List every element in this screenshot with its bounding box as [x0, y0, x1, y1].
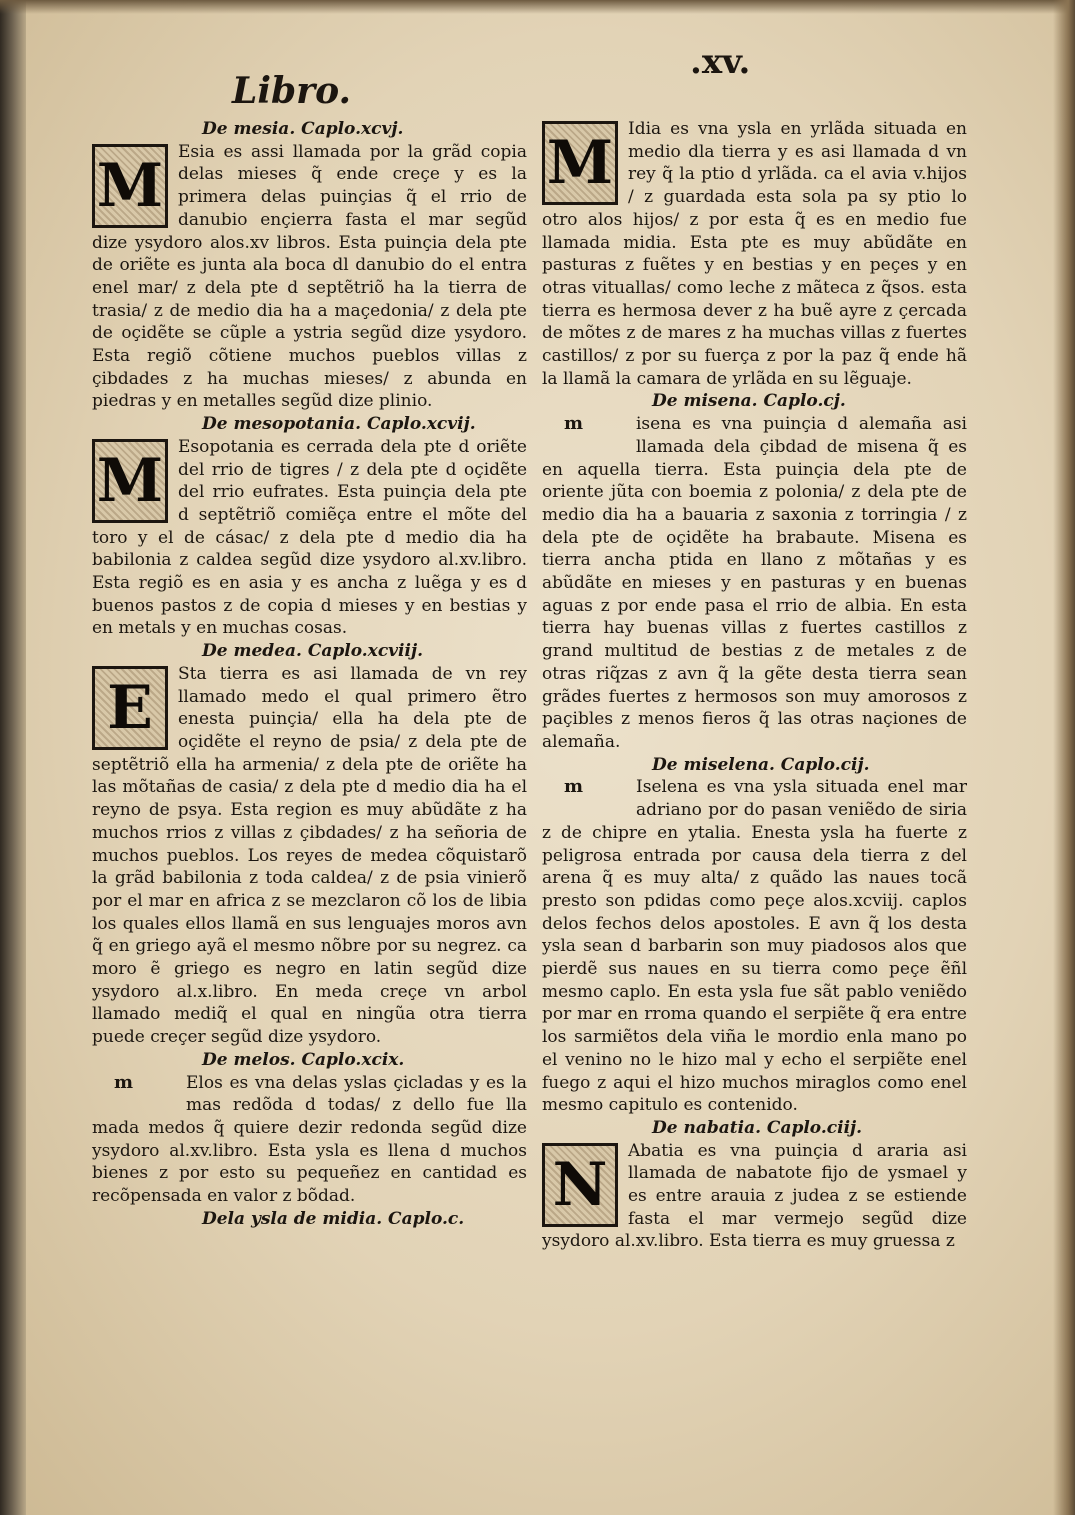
chapter-paragraph	[92, 663, 527, 1049]
decorated-initial: N	[542, 1143, 618, 1227]
text-column-right	[542, 118, 967, 1253]
decorated-initial: M	[92, 144, 168, 228]
paragraph-text: Esopotania es cerrada dela pte d oriẽte del rrio de tigres / z dela pte d oçidẽte del rrio eufrates. Esta puinçia dela pte d septẽtriõ comiẽça entre el mõte del toro y el de cásac/ z dela pte d medio dia ha babilonia z caldea segũd dize ysydoro al.xv.libro. Esta regiõ es en asia y es ancha z luẽga y es d buenos pastos z de copia d mieses y en bestias y en metals y en muchas cosas.	[92, 436, 527, 639]
chapter-heading: De nabatia. Caplo.ciij.	[652, 1117, 863, 1138]
paragraph-text: Iselena es vna ysla situada enel mar adriano por do pasan veniẽdo de siria z de chipre en ytalia. Enesta ysla ha fuerte z peligrosa entrada por causa dela tierra z del arena q̃ es muy alta/ z quãdo las naues tocã presto son pdidas como peçe alos.xcviij. caplos delos fechos delos apostoles. E avn q̃ los desta ysla sean d barbarin son muy piadosos alos que pierdẽ sus naues en su tierra como peçe ẽñl mesmo caplo. En esta ysla fue sãt pablo veniẽdo por mar en rroma quando el serpiẽte q̃ era entre los sarmiẽtos dela viña le mordio enla mano po el venino no le hizo mal y echo el serpiẽte enel fuego z aqui el hizo muchos miraglos como enel mesmo capitulo es contenido.	[542, 777, 967, 1116]
folio-number: .xv.	[690, 42, 751, 82]
page-top-edge	[0, 0, 1075, 14]
chapter-heading: De melos. Caplo.xcix.	[202, 1049, 405, 1070]
chapter-heading: De miselena. Caplo.cij.	[652, 754, 870, 775]
decorated-initial: E	[92, 666, 168, 750]
text-column-left	[92, 118, 527, 1230]
running-head-left: Libro.	[232, 70, 352, 112]
chapter-heading: De misena. Caplo.cj.	[652, 391, 846, 412]
chapter-paragraph	[92, 436, 527, 640]
chapter-paragraph	[542, 776, 967, 1117]
chapter-paragraph	[542, 413, 967, 754]
paragraph-text: Esia es assi llamada por la grãd copia delas mieses q̃ ende creçe y es la primera delas puinçias q̃ el rrio de danubio ençierra fasta el mar segũd dize ysydoro alos.xv libros. Esta puinçia dela pte de oriẽte es junta ala boca dl danubio do el entra enel mar/ z dela pte d septẽtriõ ha la tierra de trasia/ z de medio dia ha a maçedonia/ z dela pte de oçidẽte se cũple a ystria segũd dize ysydoro. Esta regiõ cõtiene muchos pueblos villas z çibdades z ha muchas mieses/ z abunda en piedras y en metalles segũd dize plinio.	[92, 141, 527, 412]
chapter-paragraph	[92, 1072, 527, 1208]
chapter-heading: De medea. Caplo.xcviij.	[202, 641, 424, 662]
decorated-initial: M	[542, 121, 618, 205]
paragraph-text: Elos es vna delas yslas çicladas y es la mas redõda d todas/ z dello fue lla mada medos q̃ quiere dezir redonda segũd dize ysydoro al.xv.libro. Esta ysla es llena d muchos bienes z por esto su pequeñez en cantidad es recõpensada en valor z bõdad.	[92, 1072, 527, 1207]
chapter-paragraph	[542, 1140, 967, 1254]
chapter-paragraph	[92, 141, 527, 413]
paragraph-text: Abatia es vna puinçia d araria asi llamada de nabatote fijo de ysmael y es entre arauia z judea z se estiende fasta el mar vermejo segũd dize ysydoro al.xv.libro. Esta tierra es muy gruessa z	[542, 1140, 967, 1252]
guide-letter: m	[114, 1071, 134, 1093]
paragraph-text: Idia es vna ysla en yrlãda situada en medio dla tierra y es asi llamada d vn rey q̃ la ptio d yrlãda. ca el avia v.hijos / z guardada esta sola pa sy ptio lo otro alos hijos/ z por esta q̃ es en medio fue llamada midia. Esta pte es muy abũdãte en pasturas z fuẽtes y en bestias y en peçes y en otras vituallas/ como leche z mãteca z q̃sos. esta tierra es hermosa dever z ha buẽ ayre z çercada de mõtes z de mares z ha muchas villas z fuertes castillos/ z por su fuerça z por la paz q̃ ende hã la llamã la camara de yrlãda en su lẽguaje.	[542, 119, 967, 389]
chapter-heading: De mesopotania. Caplo.xcvij.	[202, 414, 476, 435]
paragraph-text: Sta tierra es asi llamada de vn rey llamado medo el qual primero ẽtro enesta puinçia/ ella ha dela pte de oçidẽte el reyno de psia/ z dela pte de septẽtriõ ella ha armenia/ z dela pte de oriẽte ha las mõtañas de casia/ z dela pte d medio dia ha el reyno de psya. Esta region es muy abũdãte z ha muchos rrios z villas z çibdades/ z ha señoria de muchos pueblos. Los reyes de medea cõquistarõ la grãd babilonia z toda caldea/ z de psia vinierõ por el mar en africa z se mezclaron cõ los de libia los quales ellos llamã en sus lenguajes moros avn q̃ en griego ayã el mesmo nõbre por su negrez. ca moro ẽ griego es negro en latin segũd dize ysydoro al.x.libro. En meda creçe vn arbol llamado mediq̃ el qual en ningũa otra tierra puede creçer segũd dize ysydoro.	[92, 663, 527, 1048]
chapter-paragraph	[542, 118, 967, 390]
decorated-initial: M	[92, 439, 168, 523]
page-right-edge	[1053, 0, 1075, 1515]
chapter-heading: Dela ysla de midia. Caplo.c.	[202, 1208, 465, 1229]
paragraph-text: isena es vna puinçia d alemaña asi llamada dela çibdad de misena q̃ es en aquella tierra. Esta puinçia dela pte de oriente jũta con boemia z polonia/ z dela pte de medio dia ha a bauaria z saxonia z torringia / z dela pte de oçidẽte ha brabaute. Misena es tierra ancha ptida en llano z mõtañas y es abũdãte en mieses y en pasturas y en buenas aguas z por ende pasa el rrio de albia. En esta tierra hay buenas villas z fuertes castillos z grand multitud de bestias z de metales z de otras riq̃zas z avn q̃ la gẽte desta tierra sean grãdes fuertes z hermosos son muy amorosos z paçibles z menos fieros q̃ las otras naçiones de alemaña.	[542, 414, 967, 752]
chapter-heading: De mesia. Caplo.xcvj.	[202, 119, 404, 139]
guide-letter: m	[564, 776, 584, 798]
book-spine	[0, 0, 26, 1515]
guide-letter: m	[564, 413, 584, 435]
